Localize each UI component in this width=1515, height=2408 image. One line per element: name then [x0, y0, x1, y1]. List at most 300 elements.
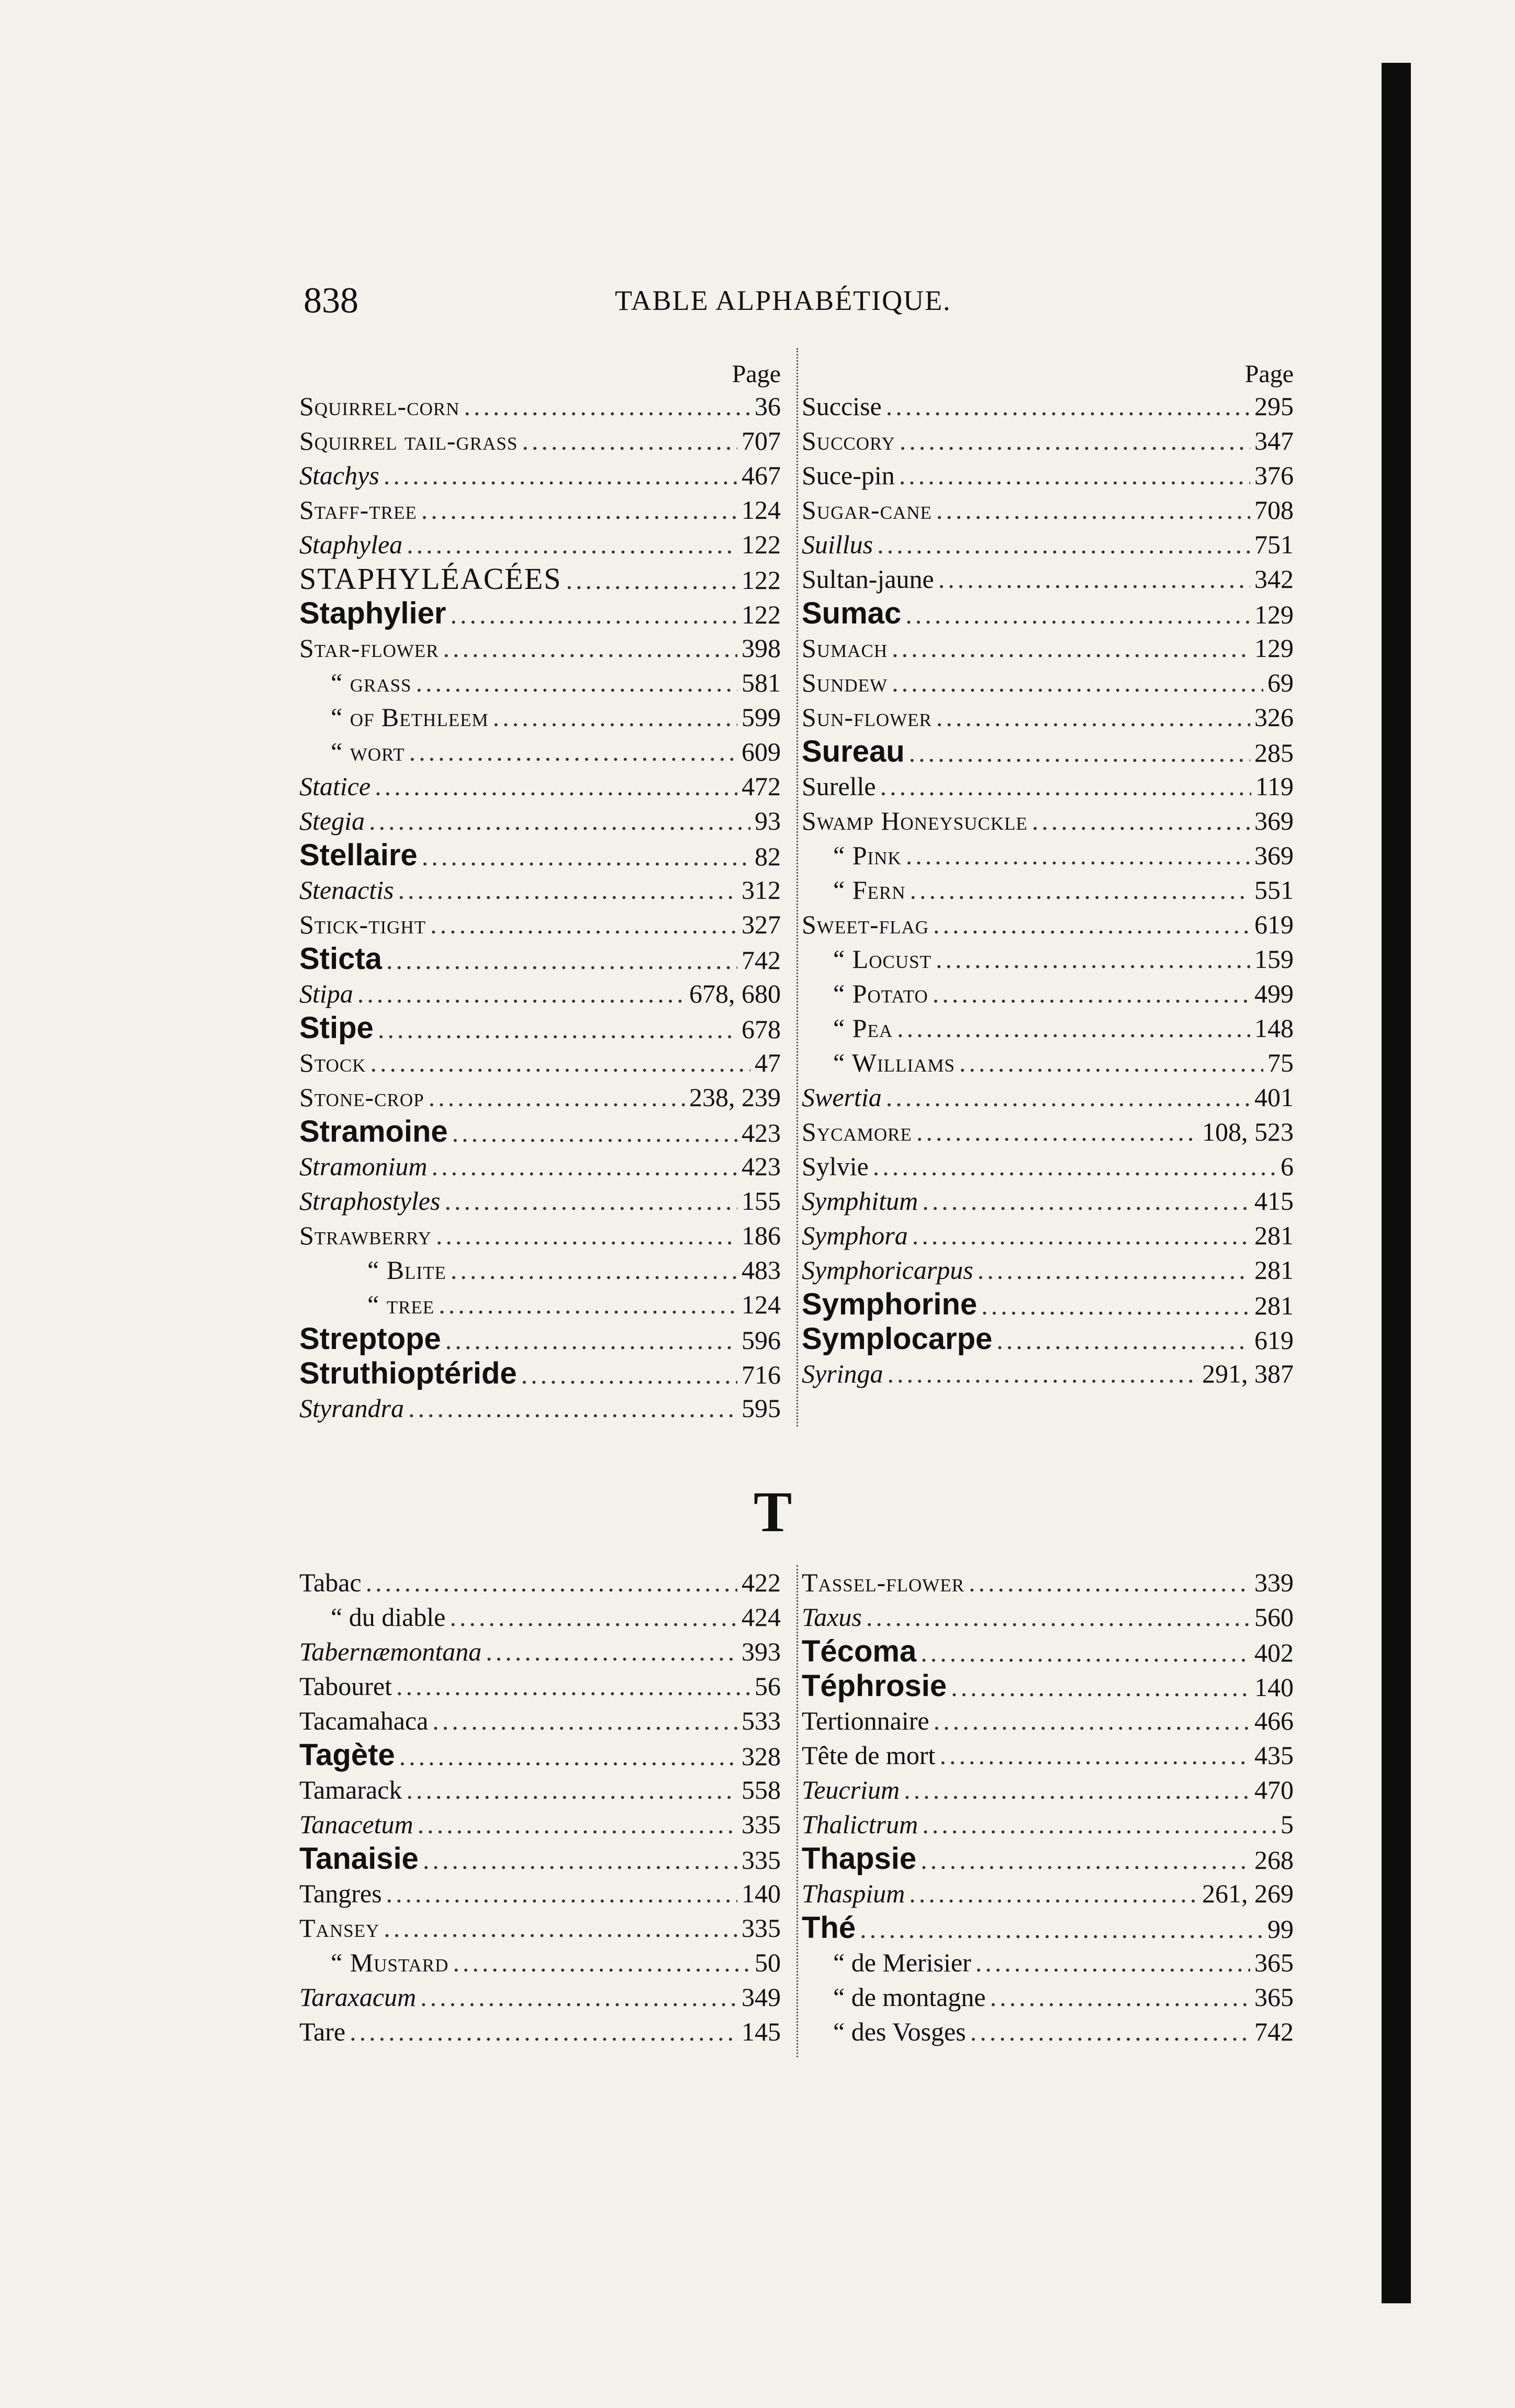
index-entry — [802, 1945, 1294, 1980]
dot-leader — [384, 458, 737, 493]
entry-term: “ Fern — [833, 875, 906, 905]
entry-term: “ Locust — [833, 944, 932, 974]
entry-page: 268 — [1254, 1845, 1294, 1875]
dot-leader — [996, 1323, 1250, 1357]
entry-term: Sumach — [802, 633, 888, 663]
index-entry — [299, 1149, 791, 1184]
entry-term: Sticta — [299, 942, 382, 976]
entry-term: Sylvie — [802, 1152, 869, 1181]
dot-leader — [916, 1114, 1198, 1149]
dot-leader — [452, 1116, 737, 1150]
index-entry — [802, 1807, 1294, 1842]
entry-page: 155 — [742, 1186, 781, 1216]
dot-leader — [396, 1669, 750, 1703]
entry-page: 376 — [1254, 461, 1294, 490]
entry-page: 281 — [1254, 1255, 1294, 1285]
entry-term: Tabernæmontana — [299, 1637, 482, 1666]
index-entry — [299, 804, 791, 838]
entry-page: 369 — [1254, 806, 1294, 835]
entry-page: 261, 269 — [1202, 1879, 1294, 1908]
entry-page: 708 — [1254, 495, 1294, 525]
entry-page: 742 — [742, 945, 781, 975]
index-entry — [299, 631, 791, 665]
entry-term: Sureau — [802, 734, 905, 768]
entry-term: “ Pea — [833, 1013, 893, 1043]
index-entry — [802, 838, 1294, 873]
entry-page: 122 — [742, 600, 781, 629]
dot-leader — [450, 1600, 737, 1634]
dot-leader — [910, 873, 1251, 907]
dot-leader — [936, 942, 1250, 976]
entry-term: Tagète — [299, 1738, 395, 1772]
index-entry — [299, 1114, 791, 1149]
index-entry — [299, 1356, 791, 1391]
entry-term: Stegia — [299, 806, 365, 835]
entry-page: 281 — [1254, 1221, 1294, 1250]
dot-leader — [453, 1945, 750, 1980]
entry-page: 36 — [755, 392, 781, 421]
entry-term: “ tree — [367, 1290, 435, 1319]
dot-leader — [899, 458, 1250, 493]
entry-term: Statice — [299, 772, 371, 801]
entry-term: Tansey — [299, 1913, 380, 1943]
entry-page: 295 — [1254, 392, 1294, 421]
dot-leader — [860, 1912, 1263, 1946]
index-entry — [802, 1114, 1294, 1149]
dot-leader — [936, 700, 1250, 734]
dot-leader — [1032, 804, 1250, 838]
index-entry — [802, 1287, 1294, 1322]
entry-term: Staphylea — [299, 530, 403, 559]
index-entry — [299, 1945, 791, 1980]
section-letter: T — [754, 1480, 792, 1544]
dot-leader — [905, 597, 1250, 632]
dot-leader — [936, 493, 1250, 527]
entry-page: 93 — [755, 806, 781, 835]
dot-leader — [938, 562, 1250, 596]
entry-page: 347 — [1254, 426, 1294, 455]
index-entry — [802, 423, 1294, 458]
index-entry — [299, 1287, 791, 1322]
index-entry — [802, 1842, 1294, 1876]
entry-page: 716 — [742, 1360, 781, 1389]
dot-leader — [464, 389, 750, 423]
entry-page: 619 — [1254, 910, 1294, 939]
dot-leader — [418, 1807, 737, 1842]
dot-leader — [369, 804, 750, 838]
entry-page: 124 — [742, 1290, 781, 1319]
index-entry — [299, 1565, 791, 1600]
dot-leader — [430, 907, 737, 942]
entry-term: Tare — [299, 2017, 346, 2046]
entry-term: Tête de mort — [802, 1741, 936, 1770]
entry-page: 472 — [742, 772, 781, 801]
index-entry — [802, 1184, 1294, 1218]
index-entry — [299, 1738, 791, 1772]
entry-term: Symphitum — [802, 1186, 918, 1216]
entry-term: “ de montagne — [833, 1982, 986, 2012]
dot-leader — [432, 1703, 737, 1738]
dot-leader — [443, 631, 737, 665]
index-entry — [299, 1634, 791, 1669]
entry-term: Teucrium — [802, 1775, 900, 1804]
dot-leader — [934, 1703, 1250, 1738]
entry-page: 140 — [742, 1879, 781, 1908]
index-entry — [299, 458, 791, 493]
entry-term: Tanacetum — [299, 1810, 413, 1839]
entry-term: Tabouret — [299, 1671, 392, 1701]
index-entry — [299, 1876, 791, 1911]
dot-leader — [970, 2014, 1250, 2049]
dot-leader — [877, 527, 1250, 562]
entry-page: 596 — [742, 1325, 781, 1355]
entry-page: 140 — [1254, 1673, 1294, 1702]
index-column-left — [299, 348, 791, 1425]
entry-page: 470 — [1254, 1775, 1294, 1804]
entry-page: 595 — [742, 1393, 781, 1423]
dot-leader — [399, 1739, 737, 1774]
dot-leader — [407, 527, 737, 562]
entry-page: 609 — [742, 737, 781, 766]
entry-term: Swertia — [802, 1083, 882, 1112]
entry-term: Star-flower — [299, 633, 439, 663]
index-entry — [299, 389, 791, 423]
dot-leader — [378, 1012, 737, 1046]
entry-term: STAPHYLÉACÉES — [299, 562, 562, 596]
dot-leader — [909, 735, 1250, 770]
index-entry — [802, 1565, 1294, 1600]
dot-leader — [981, 1288, 1250, 1323]
index-entry — [299, 1911, 791, 1945]
dot-leader — [892, 665, 1263, 700]
entry-page: 401 — [1254, 1083, 1294, 1112]
entry-term: Sycamore — [802, 1117, 912, 1146]
index-entry — [299, 1772, 791, 1807]
index-entry — [802, 458, 1294, 493]
dot-leader — [969, 1565, 1250, 1600]
entry-term: Symphoricarpus — [802, 1255, 973, 1285]
index-entry — [299, 1703, 791, 1738]
index-entry — [299, 942, 791, 976]
entry-term: Staff-tree — [299, 495, 417, 525]
entry-page: 751 — [1254, 530, 1294, 559]
dot-leader — [429, 1080, 685, 1114]
index-entry — [802, 976, 1294, 1011]
entry-page: 82 — [755, 842, 781, 871]
entry-term: Straphostyles — [299, 1186, 441, 1216]
entry-term: “ wort — [331, 737, 405, 766]
dot-leader — [906, 838, 1250, 873]
dot-leader — [422, 839, 750, 874]
index-entry — [802, 1218, 1294, 1253]
dot-leader — [366, 1565, 737, 1600]
entry-term: Succory — [802, 426, 895, 455]
index-entry — [802, 873, 1294, 907]
entry-page: 466 — [1254, 1706, 1294, 1735]
entry-page: 402 — [1254, 1638, 1294, 1667]
index-entry — [299, 1842, 791, 1876]
entry-page: 560 — [1254, 1602, 1294, 1632]
page-title: TABLE ALPHABÉTIQUE. — [615, 285, 951, 316]
entry-page: 335 — [742, 1913, 781, 1943]
index-entry — [299, 838, 791, 873]
entry-term: Symphorine — [802, 1287, 978, 1321]
entry-term: Suillus — [802, 530, 873, 559]
entry-term: Sumac — [802, 596, 902, 630]
dot-leader — [888, 1356, 1198, 1391]
dot-leader — [951, 1670, 1250, 1704]
entry-page: 678, 680 — [689, 979, 781, 1008]
entry-term: Stenactis — [299, 875, 394, 905]
page-label: Page — [732, 360, 781, 388]
entry-page: 50 — [755, 1948, 781, 1977]
entry-term: “ of Bethleem — [331, 703, 489, 732]
dot-leader — [892, 631, 1250, 665]
entry-term: Squirrel tail-grass — [299, 426, 518, 455]
entry-page: 398 — [742, 633, 781, 663]
index-entry — [802, 1772, 1294, 1807]
entry-page: 499 — [1254, 979, 1294, 1008]
index-entry — [299, 1600, 791, 1634]
index-entry — [299, 873, 791, 907]
entry-page: 483 — [742, 1255, 781, 1285]
entry-term: Sun-flower — [802, 703, 932, 732]
index-entry — [299, 596, 791, 631]
index-entry — [802, 1149, 1294, 1184]
dot-leader — [922, 1184, 1250, 1218]
entry-page: 238, 239 — [689, 1083, 781, 1112]
index-entry — [299, 1807, 791, 1842]
dot-leader — [990, 1980, 1250, 2014]
entry-term: “ Potato — [833, 979, 928, 1008]
dot-leader — [909, 1876, 1198, 1911]
dot-leader — [370, 1045, 750, 1080]
entry-page: 285 — [1254, 738, 1294, 767]
entry-term: Taxus — [802, 1602, 862, 1632]
entry-page: 365 — [1254, 1982, 1294, 2012]
entry-page: 312 — [742, 875, 781, 905]
index-entry — [802, 1080, 1294, 1114]
entry-term: Stipa — [299, 979, 353, 1008]
dot-leader — [436, 1218, 737, 1253]
index-entry — [802, 1738, 1294, 1772]
dot-leader — [521, 1357, 737, 1392]
dot-leader — [357, 976, 685, 1011]
index-entry — [299, 1253, 791, 1287]
dot-leader — [933, 907, 1250, 942]
index-entry — [299, 1391, 791, 1425]
dot-leader — [421, 493, 737, 527]
dot-leader — [921, 1635, 1250, 1670]
entry-page: 328 — [742, 1742, 781, 1771]
entry-page: 129 — [1254, 633, 1294, 663]
dot-leader — [886, 1080, 1250, 1114]
entry-term: “ grass — [331, 668, 412, 697]
dot-leader — [522, 423, 737, 458]
entry-page: 56 — [755, 1671, 781, 1701]
index-entry — [299, 527, 791, 562]
entry-term: Stick-tight — [299, 910, 427, 939]
dot-leader — [409, 734, 737, 769]
page-number: 838 — [304, 281, 358, 321]
index-entry — [299, 562, 791, 596]
index-entry — [802, 1011, 1294, 1045]
entry-term: Tabac — [299, 1568, 362, 1597]
index-column-right — [802, 1565, 1294, 2049]
entry-page: 342 — [1254, 564, 1294, 594]
dot-leader — [451, 1253, 737, 1287]
entry-term: Sugar-cane — [802, 495, 932, 525]
dot-leader — [444, 1184, 737, 1218]
entry-page: 75 — [1267, 1048, 1294, 1077]
entry-term: Struthioptéride — [299, 1356, 517, 1390]
entry-page: 335 — [742, 1810, 781, 1839]
index-entry — [299, 493, 791, 527]
index-entry — [802, 1253, 1294, 1287]
dot-leader — [420, 1980, 737, 2014]
entry-term: Tanaisie — [299, 1842, 419, 1876]
entry-term: Taraxacum — [299, 1982, 417, 2012]
index-entry — [299, 1011, 791, 1045]
entry-page: 335 — [742, 1845, 781, 1875]
dot-leader — [959, 1045, 1263, 1080]
entry-page: 558 — [742, 1775, 781, 1804]
entry-term: Suce-pin — [802, 461, 895, 490]
entry-page: 678 — [742, 1015, 781, 1044]
index-entry — [299, 665, 791, 700]
entry-page: 423 — [742, 1118, 781, 1147]
entry-page: 99 — [1267, 1914, 1294, 1944]
dot-leader — [375, 769, 737, 804]
index-entry — [299, 1045, 791, 1080]
entry-page: 326 — [1254, 703, 1294, 732]
dot-leader — [873, 1149, 1276, 1184]
entry-term: Sultan-jaune — [802, 564, 934, 594]
column-divider — [796, 1565, 800, 2057]
dot-leader — [904, 1772, 1250, 1807]
index-entry — [299, 700, 791, 734]
index-entry — [299, 1322, 791, 1356]
dot-leader — [922, 1807, 1276, 1842]
index-entry — [802, 1322, 1294, 1356]
dot-leader — [900, 423, 1250, 458]
index-entry — [299, 1080, 791, 1114]
entry-term: Symplocarpe — [802, 1322, 993, 1356]
entry-term: “ Pink — [833, 841, 902, 870]
entry-page: 467 — [742, 461, 781, 490]
entry-page: 145 — [742, 2017, 781, 2046]
dot-leader — [975, 1945, 1250, 1980]
entry-term: Surelle — [802, 772, 876, 801]
entry-term: Thalictrum — [802, 1810, 918, 1839]
entry-page: 69 — [1267, 668, 1294, 697]
index-entry — [299, 734, 791, 769]
dot-leader — [566, 563, 738, 597]
entry-page: 435 — [1254, 1741, 1294, 1770]
entry-term: Stellaire — [299, 838, 418, 872]
entry-page: 339 — [1254, 1568, 1294, 1597]
entry-term: Stipe — [299, 1011, 374, 1045]
index-entry — [802, 1980, 1294, 2014]
dot-leader — [486, 1634, 737, 1669]
entry-page: 599 — [742, 703, 781, 732]
entry-term: Thé — [802, 1911, 856, 1945]
index-entry — [802, 596, 1294, 631]
index-entry — [299, 976, 791, 1011]
index-entry — [299, 1184, 791, 1218]
entry-term: Stramoine — [299, 1114, 448, 1149]
index-entry — [802, 734, 1294, 769]
entry-page: 365 — [1254, 1948, 1294, 1977]
entry-page: 148 — [1254, 1013, 1294, 1043]
entry-page: 533 — [742, 1706, 781, 1735]
column-header — [299, 348, 791, 389]
entry-term: “ Williams — [833, 1048, 955, 1077]
dot-leader — [445, 1323, 737, 1357]
index-entry — [299, 1980, 791, 2014]
index-entry — [802, 562, 1294, 596]
index-entry — [802, 389, 1294, 423]
index-entry — [802, 769, 1294, 804]
index-entry — [802, 804, 1294, 838]
index-entry — [802, 1669, 1294, 1703]
dot-leader — [939, 1738, 1250, 1772]
entry-page: 424 — [742, 1602, 781, 1632]
entry-page: 742 — [1254, 2017, 1294, 2046]
entry-term: Tertionnaire — [802, 1706, 929, 1735]
dot-leader — [386, 943, 737, 977]
entry-page: 281 — [1254, 1291, 1294, 1320]
entry-term: “ Blite — [367, 1255, 446, 1285]
dot-leader — [431, 1149, 737, 1184]
index-entry — [299, 1218, 791, 1253]
entry-term: Strawberry — [299, 1221, 432, 1250]
dot-leader — [978, 1253, 1250, 1287]
entry-page: 159 — [1254, 944, 1294, 974]
entry-page: 707 — [742, 426, 781, 455]
entry-term: Stone-crop — [299, 1083, 424, 1112]
entry-page: 423 — [742, 1152, 781, 1181]
entry-term: Tamarack — [299, 1775, 402, 1804]
entry-term: Squirrel-corn — [299, 392, 460, 421]
index-column-right — [802, 348, 1294, 1391]
entry-term: Sweet-flag — [802, 910, 929, 939]
index-entry — [299, 907, 791, 942]
entry-page: 422 — [742, 1568, 781, 1597]
entry-page: 581 — [742, 668, 781, 697]
dot-leader — [450, 597, 737, 632]
entry-term: Stachys — [299, 461, 379, 490]
entry-page: 122 — [742, 565, 781, 595]
entry-page: 47 — [755, 1048, 781, 1077]
entry-term: Thaspium — [802, 1879, 905, 1908]
index-entry — [802, 1876, 1294, 1911]
entry-page: 415 — [1254, 1186, 1294, 1216]
dot-leader — [408, 1391, 737, 1425]
dot-leader — [384, 1911, 737, 1945]
index-entry — [299, 1669, 791, 1703]
entry-term: Symphora — [802, 1221, 908, 1250]
index-entry — [802, 907, 1294, 942]
index-entry — [802, 665, 1294, 700]
entry-page: 124 — [742, 495, 781, 525]
page-label: Page — [1244, 360, 1294, 388]
entry-term: Streptope — [299, 1322, 441, 1356]
column-divider — [796, 348, 800, 1426]
entry-term: Tacamahaca — [299, 1706, 429, 1735]
entry-term: Técoma — [802, 1634, 917, 1668]
column-header — [802, 348, 1294, 389]
